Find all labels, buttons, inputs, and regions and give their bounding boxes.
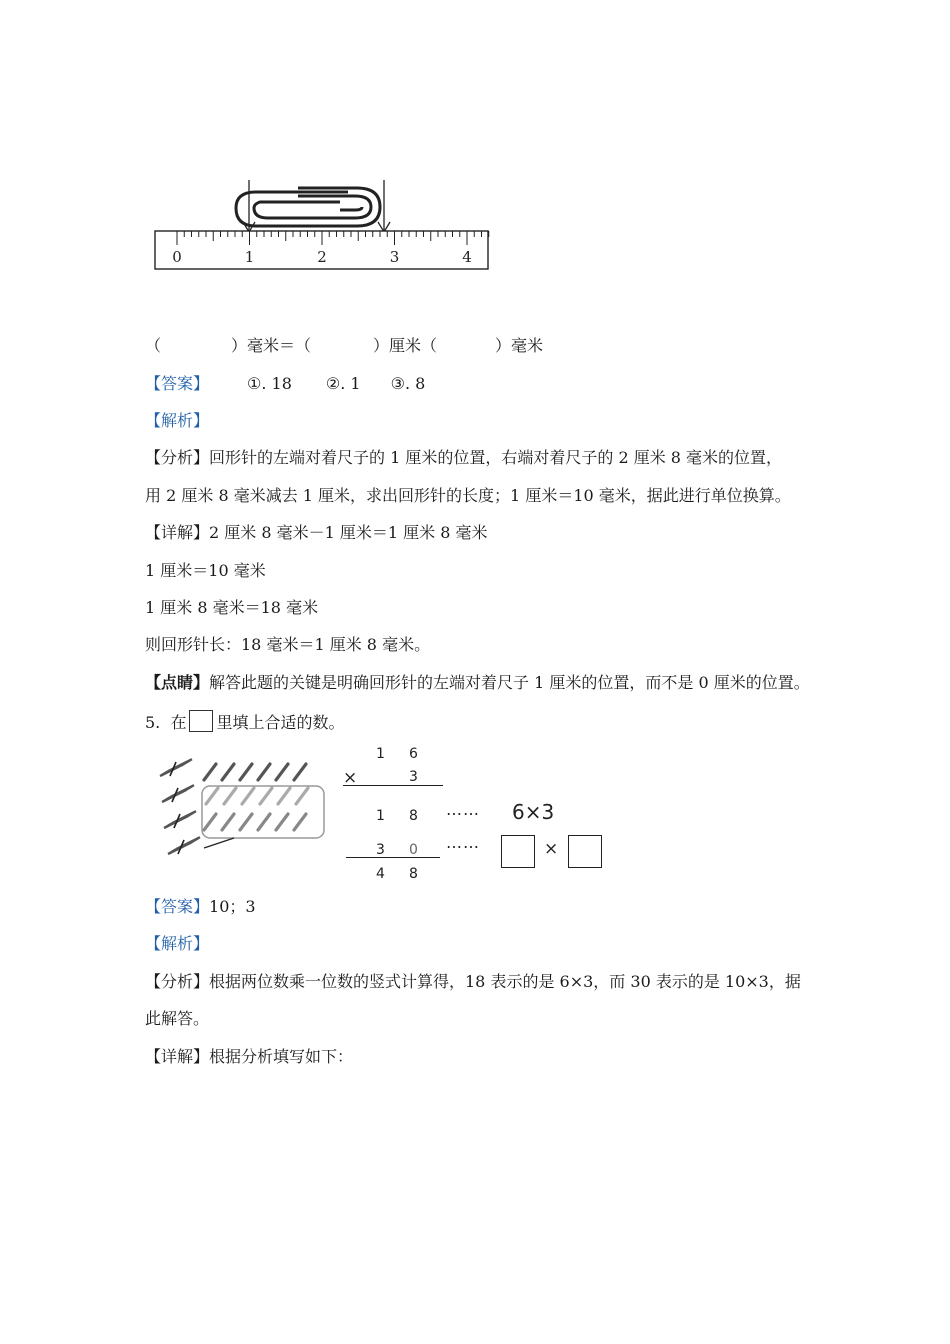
single-stick-icon (242, 788, 254, 804)
stick-bundle-icon (162, 785, 194, 802)
single-stick-icon (278, 788, 290, 804)
q5-detail: 【详解】根据分析填写如下： (145, 1047, 354, 1066)
q4-tip (145, 673, 810, 693)
calc-multiplier: 3 (409, 769, 418, 785)
single-stick-icon (276, 814, 288, 830)
answer-3: ③. 8 (390, 374, 426, 393)
calc-p1-tens: 1 (376, 808, 385, 824)
answer-box-2 (568, 835, 602, 868)
q5-answer-text: 10；3 (209, 897, 256, 916)
q4-analysis-tag: 【解析】 (145, 411, 210, 430)
single-stick-icon (240, 814, 252, 830)
q4-detail-line-2: 1 厘米＝10 毫米 (145, 561, 266, 580)
q5-prompt (145, 710, 344, 733)
calc-res-tens: 4 (376, 866, 385, 882)
q4-part4: ）毫米 (495, 336, 544, 355)
calc-expr: 6×3 (512, 800, 555, 824)
calc-top-ones: 6 (409, 746, 418, 762)
single-stick-icon (204, 764, 216, 780)
q4-detail-line-3: 1 厘米 8 毫米＝18 毫米 (145, 598, 319, 617)
single-stick-icon (258, 764, 270, 780)
answer-box-1 (501, 835, 535, 868)
single-stick-icon (240, 764, 252, 780)
single-stick-icon (260, 788, 272, 804)
single-stick-icon (222, 764, 234, 780)
q4-detail-line-4: 则回形针长：18 毫米＝1 厘米 8 毫米。 (145, 635, 431, 654)
ruler-tick-label: 3 (389, 248, 400, 266)
calc-rule-1 (343, 785, 443, 786)
q5-number: 5. (145, 713, 161, 732)
single-stick-icon (294, 764, 306, 780)
calc-rule-2 (346, 857, 440, 858)
q5-analysis-line-1: 【分析】根据两位数乘一位数的竖式计算得，18 表示的是 6×3，而 30 表示的是 10×3，据 (145, 972, 801, 991)
stick-bundles (160, 759, 200, 854)
q4-question (145, 336, 543, 356)
ruler-tick-label: 2 (317, 248, 327, 266)
tip-text: 解答此题的关键是明确回形针的左端对着尺子 1 厘米的位置，而不是 0 厘米的位置。 (209, 673, 810, 692)
calc-dots-2: …… (446, 833, 480, 852)
stick-bundle-icon (160, 759, 192, 776)
calc-dots-1: …… (446, 800, 480, 819)
q5-answer (145, 897, 256, 917)
single-stick-icon (222, 814, 234, 830)
answer-2: ②. 1 (325, 374, 361, 393)
blank-box (189, 710, 213, 732)
single-stick-icon (204, 814, 216, 830)
q4-detail-line-1: 【详解】2 厘米 8 毫米－1 厘米＝1 厘米 8 毫米 (145, 523, 488, 542)
ruler-paperclip-figure (150, 172, 495, 277)
calc-times-sign: × (343, 768, 358, 788)
q5-prompt-before: 在 (170, 713, 187, 732)
stick-bundle-icon (168, 837, 200, 854)
calc-times-sign-2: × (544, 839, 559, 859)
single-stick-icon (258, 814, 270, 830)
answer-1: ①. 18 (247, 374, 292, 393)
q4-analysis-line-1: 【分析】回形针的左端对着尺子的 1 厘米的位置，右端对着尺子的 2 厘米 8 毫米的位置， (145, 448, 783, 467)
stick-bundle-icon (164, 811, 196, 828)
single-stick-icon (294, 814, 306, 830)
single-stick-icon (276, 764, 288, 780)
q4-part2: ）毫米＝（ (231, 336, 312, 355)
q5-analysis-line-2: 此解答。 (145, 1009, 210, 1028)
q5-answer-tag: 【答案】 (145, 897, 210, 916)
ruler-tick-label: 0 (172, 248, 182, 266)
ruler-tick-label: 1 (244, 248, 255, 266)
single-sticks (204, 764, 308, 830)
ruler-tick-label: 4 (462, 248, 472, 266)
calc-p1-ones: 8 (409, 808, 418, 824)
single-stick-icon (224, 788, 236, 804)
q5-analysis-tag: 【解析】 (145, 934, 210, 953)
q4-analysis-line-2: 用 2 厘米 8 毫米减去 1 厘米，求出回形针的长度；1 厘米＝10 毫米，据此进行单位换算。 (145, 486, 791, 505)
q4-answer (145, 374, 425, 394)
single-stick-icon (296, 788, 308, 804)
calc-top-tens: 1 (376, 746, 385, 762)
paperclip-icon (236, 188, 380, 226)
calc-p2-tens: 3 (376, 842, 385, 858)
answer-tag: 【答案】 (145, 374, 210, 393)
calc-p2-ones: 0 (409, 842, 418, 858)
calc-res-ones: 8 (409, 866, 418, 882)
q4-paren-open: （ (145, 336, 162, 355)
q5-prompt-after: 里填上合适的数。 (216, 713, 345, 732)
sticks-picture (152, 756, 332, 866)
q4-part3: ）厘米（ (373, 336, 438, 355)
pointer-line (204, 838, 234, 848)
tip-tag: 【点睛】 (145, 673, 210, 692)
single-stick-icon (206, 788, 218, 804)
circled-group (202, 786, 324, 838)
